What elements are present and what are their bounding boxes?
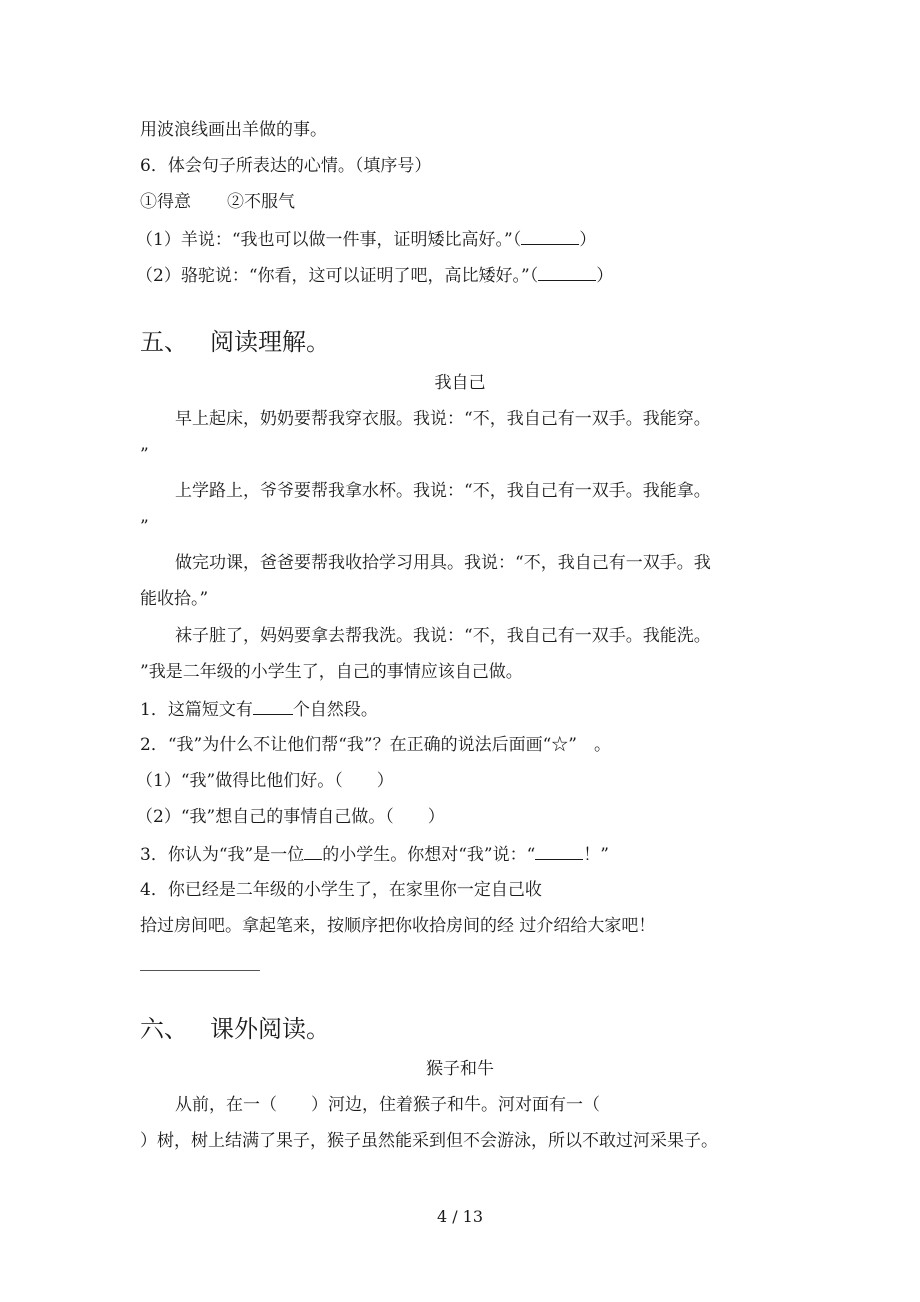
paragraph-4-end: ”我是二年级的小学生了，自己的事情应该自己做。 xyxy=(140,662,523,682)
question-4: 4．你已经是二年级的小学生了，在家里你一定自己收 xyxy=(140,880,542,900)
paragraph-4: 袜子脏了，妈妈要拿去帮我洗。我说：“不，我自己有一双手。我能洗。 xyxy=(175,626,711,646)
section-5-heading xyxy=(140,327,330,357)
paragraph-1-cont: ）树，树上结满了果子，猴子虽然能采到但不会游泳，所以不敢过河采果子。 xyxy=(140,1131,718,1151)
question-3 xyxy=(140,842,609,867)
answer-blank[interactable] xyxy=(535,842,583,860)
option-2: ②不服气 xyxy=(227,192,295,212)
question-text: 个自然段。 xyxy=(292,700,378,720)
section-title: 课外阅读。 xyxy=(210,1015,330,1043)
item-end: ） xyxy=(579,230,597,250)
question-text: 的小学生。你想对“我”说：“ xyxy=(322,845,536,865)
answer-blank[interactable] xyxy=(538,263,596,281)
question-2-option-2: （2）“我”想自己的事情自己做。（ ） xyxy=(136,807,445,827)
answer-blank[interactable] xyxy=(521,227,579,245)
option-1: ①得意 xyxy=(140,192,191,212)
paragraph-1: 早上起床，奶奶要帮我穿衣服。我说：“不，我自己有一双手。我能穿。 xyxy=(175,409,711,429)
answer-blank[interactable] xyxy=(253,697,293,715)
section-title: 阅读理解。 xyxy=(210,328,330,356)
text-line: 用波浪线画出羊做的事。 xyxy=(140,120,327,140)
question-6-options xyxy=(140,190,295,214)
paragraph-1: 从前，在一（ ）河边，住着猴子和牛。河对面有一（ xyxy=(175,1095,600,1115)
answer-blank[interactable] xyxy=(304,842,322,860)
passage-title: 我自己 xyxy=(434,373,486,393)
item-end: ） xyxy=(596,266,614,286)
question-1 xyxy=(140,697,378,722)
question-6-item-1 xyxy=(136,227,596,252)
passage-title: 猴子和牛 xyxy=(426,1059,494,1079)
paragraph-1-end: ” xyxy=(140,445,149,465)
paragraph-3: 做完功课，爸爸要帮我收拾学习用具。我说：“不，我自己有一双手。我 xyxy=(175,553,711,573)
question-text: 1．这篇短文有 xyxy=(140,700,253,720)
paragraph-2-end: ” xyxy=(140,517,149,537)
question-2: 2．“我”为什么不让他们帮“我”？在正确的说法后面画“☆” 。 xyxy=(140,735,611,755)
divider xyxy=(140,970,260,971)
question-6: 6．体会句子所表达的心情。（填序号） xyxy=(140,156,432,176)
section-number: 六、 xyxy=(140,1015,188,1043)
question-text: 3．你认为“我”是一位 xyxy=(140,845,305,865)
paragraph-3-end: 能收拾。” xyxy=(140,589,209,609)
question-text: ！” xyxy=(583,845,609,865)
paragraph-2: 上学路上，爷爷要帮我拿水杯。我说：“不，我自己有一双手。我能拿。 xyxy=(175,481,711,501)
page-number: 4 / 13 xyxy=(436,1207,484,1226)
item-text: （2）骆驼说：“你看，这可以证明了吧，高比矮好。”（ xyxy=(136,266,539,286)
section-6-heading xyxy=(140,1014,330,1044)
item-text: （1）羊说：“我也可以做一件事，证明矮比高好。”（ xyxy=(136,230,522,250)
section-number: 五、 xyxy=(140,328,188,356)
question-4-cont: 拾过房间吧。拿起笔来，按顺序把你收拾房间的经 过介绍给大家吧！ xyxy=(140,916,656,936)
question-2-option-1: （1）“我”做得比他们好。（ ） xyxy=(136,771,394,791)
question-6-item-2 xyxy=(136,263,613,288)
